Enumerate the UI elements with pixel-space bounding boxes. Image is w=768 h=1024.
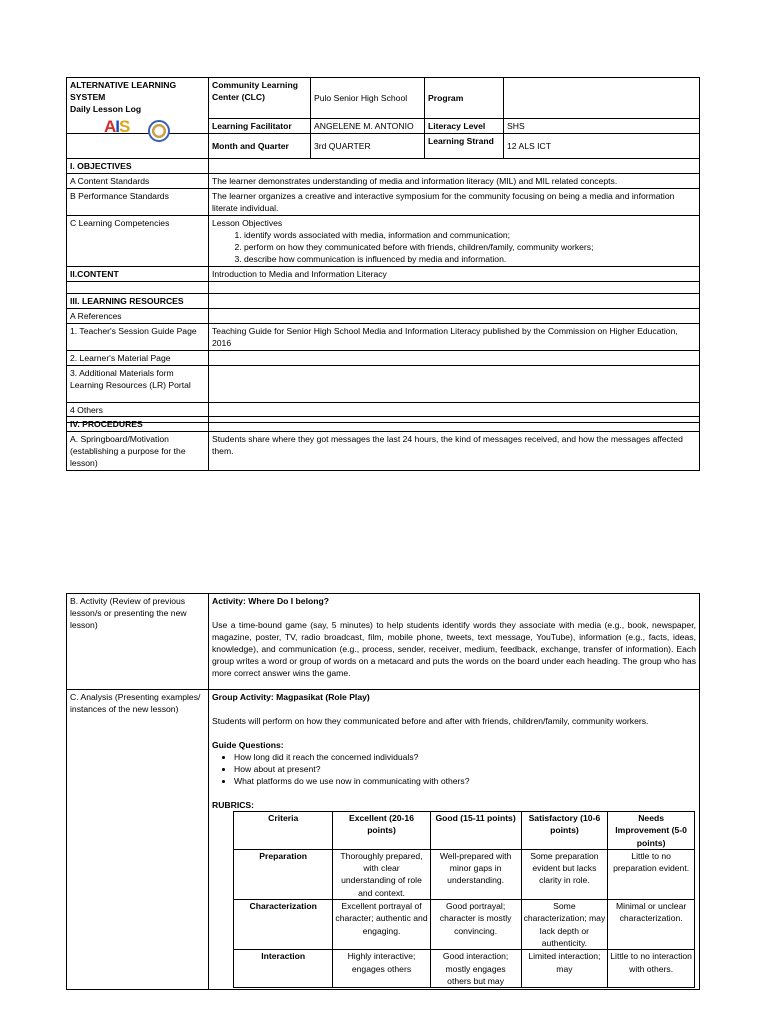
lm-label: 2. Learner's Material Page (67, 351, 209, 366)
activity-title: Activity: Where Do I belong? (212, 596, 329, 606)
analysis-title: Group Activity: Magpasikat (Role Play) (212, 692, 370, 702)
rubrics-criteria-cell: Characterization (234, 900, 333, 950)
analysis-label: C. Analysis (Presenting examples/ instances of the new lesson) (67, 690, 209, 990)
rubrics-cell: Some preparation evident but lacks clarity in role. (521, 849, 608, 899)
log-title-line-2: SYSTEM (70, 92, 106, 102)
rubrics-row (234, 900, 695, 950)
performance-standards-value: The learner organizes a creative and interactive symposium for the community focusing on being a media and information literate individual. (209, 189, 700, 216)
additional-materials-label: 3. Additional Materials form Learning Resources (LR) Portal (67, 366, 209, 403)
rubrics-cell: Minimal or unclear characterization. (608, 900, 695, 950)
rubrics-cell: Well-prepared with minor gaps in understanding. (430, 849, 521, 899)
analysis-value (209, 690, 700, 990)
procedures-heading: IV. PROCEDURES (67, 417, 209, 432)
activity-value (209, 594, 700, 690)
facilitator-value: ANGELENE M. ANTONIO (311, 119, 425, 134)
rubrics-cell: Some characterization; may lack depth or authenticity. (521, 900, 608, 950)
deped-seal-icon (148, 120, 170, 142)
rubrics-header-cell: Criteria (234, 812, 333, 850)
lesson-log-table (66, 77, 700, 423)
rubrics-header-cell: Needs Improvement (5-0 points) (608, 812, 695, 850)
strand-label: Learning Strand (425, 134, 504, 159)
competency-item: 3. describe how communication is influenced by media and information. (244, 253, 696, 265)
analysis-text: Students will perform on how they communicated before and after with friends, children/family, community workers. (212, 716, 649, 726)
competencies-intro: Lesson Objectives (212, 218, 283, 228)
objectives-heading: I. OBJECTIVES (67, 159, 209, 174)
competency-item: 2. perform on how they communicated before with friends, children/family, community workers; (244, 241, 696, 253)
resources-heading: III. LEARNING RESOURCES (67, 294, 209, 309)
rubrics-row (234, 950, 695, 988)
content-heading: II.CONTENT (67, 267, 209, 282)
literacy-label: Literacy Level (425, 119, 504, 134)
rubrics-cell: Good interaction; mostly engages others but may (430, 950, 521, 988)
content-standards-value: The learner demonstrates understanding of media and information literacy (MIL) and MIL related concepts. (209, 174, 700, 189)
performance-standards-label: B Performance Standards (67, 189, 209, 216)
competencies-label: C Learning Competencies (67, 216, 209, 267)
guide-question-item: • How long did it reach the concerned individuals? (234, 751, 696, 763)
tg-value: Teaching Guide for Senior High School Media and Information Literacy published by the Commission on Higher Education, 2016 (209, 324, 700, 351)
clc-value: Pulo Senior High School (311, 78, 425, 119)
rubrics-row (234, 849, 695, 899)
activity-label: B. Activity (Review of previous lesson/s or presenting the new lesson) (67, 594, 209, 690)
guide-questions-title: Guide Questions: (212, 740, 284, 750)
competency-item: 1. identify words associated with media, information and communication; (244, 229, 696, 241)
content-value: Introduction to Media and Information Literacy (209, 267, 700, 282)
log-title-line-3: Daily Lesson Log (70, 104, 142, 114)
month-value: 3rd QUARTER (311, 134, 425, 159)
rubrics-header-row (234, 812, 695, 850)
activity-text: Use a time-bound game (say, 5 minutes) to help students identify words they associate with media (e.g., book, newspaper, magazine, poster, TV, radio broadcast, film, mobile phone, tweets, text message, YouTube), information (e.g., facts, ideas, knowledge), and communication (e.g., process, sender, receiver, medium, feedback, exchange, transfer of information). Each group writes a word or group of words on a metacard and puts the words on the board under each heading. The group who has more correct answer wins the game. (212, 620, 696, 678)
logo-cell (67, 117, 209, 159)
rubrics-cell: Excellent portrayal of character; authentic and engaging. (333, 900, 430, 950)
rubrics-header-cell: Good (15-11 points) (430, 812, 521, 850)
rubrics-cell: Little to no preparation evident. (608, 849, 695, 899)
facilitator-label: Learning Facilitator (209, 119, 311, 134)
references-label: A References (67, 309, 209, 324)
springboard-value: Students share where they got messages the last 24 hours, the kind of messages received, and how the messages affected them. (209, 432, 700, 471)
tg-label: 1. Teacher's Session Guide Page (67, 324, 209, 351)
month-label: Month and Quarter (209, 134, 311, 159)
procedures-table (66, 416, 700, 471)
rubrics-cell: Good portrayal; character is mostly convincing. (430, 900, 521, 950)
procedures-table-continued (66, 593, 700, 990)
guide-question-item: • What platforms do we use now in communicating with others? (234, 775, 696, 787)
springboard-label: A. Springboard/Motivation (establishing a purpose for the lesson) (67, 432, 209, 471)
rubrics-cell: Limited interaction; may (521, 950, 608, 988)
clc-label: Community Learning Center (CLC) (209, 78, 311, 119)
als-logo: AIS (104, 117, 130, 136)
guide-question-item: • How about at present? (234, 763, 696, 775)
competencies-value (209, 216, 700, 267)
rubrics-criteria-cell: Preparation (234, 849, 333, 899)
program-value (504, 78, 700, 119)
rubrics-cell: Thoroughly prepared, with clear understanding of role and context. (333, 849, 430, 899)
strand-value: 12 ALS ICT (504, 134, 700, 159)
rubrics-cell: Highly interactive; engages others (333, 950, 430, 988)
rubrics-criteria-cell: Interaction (234, 950, 333, 988)
content-standards-label: A Content Standards (67, 174, 209, 189)
rubrics-table (233, 811, 695, 988)
literacy-value: SHS (504, 119, 700, 134)
guide-questions-list (220, 751, 696, 787)
rubrics-title: RUBRICS: (212, 800, 255, 810)
competencies-list (230, 229, 696, 265)
rubrics-header-cell: Excellent (20-16 points) (333, 812, 430, 850)
log-title-line-1: ALTERNATIVE LEARNING (70, 80, 177, 90)
rubrics-cell: Little to no interaction with others. (608, 950, 695, 988)
program-label: Program (425, 78, 504, 119)
others-label: 4 Others (67, 403, 209, 423)
rubrics-header-cell: Satisfactory (10-6 points) (521, 812, 608, 850)
